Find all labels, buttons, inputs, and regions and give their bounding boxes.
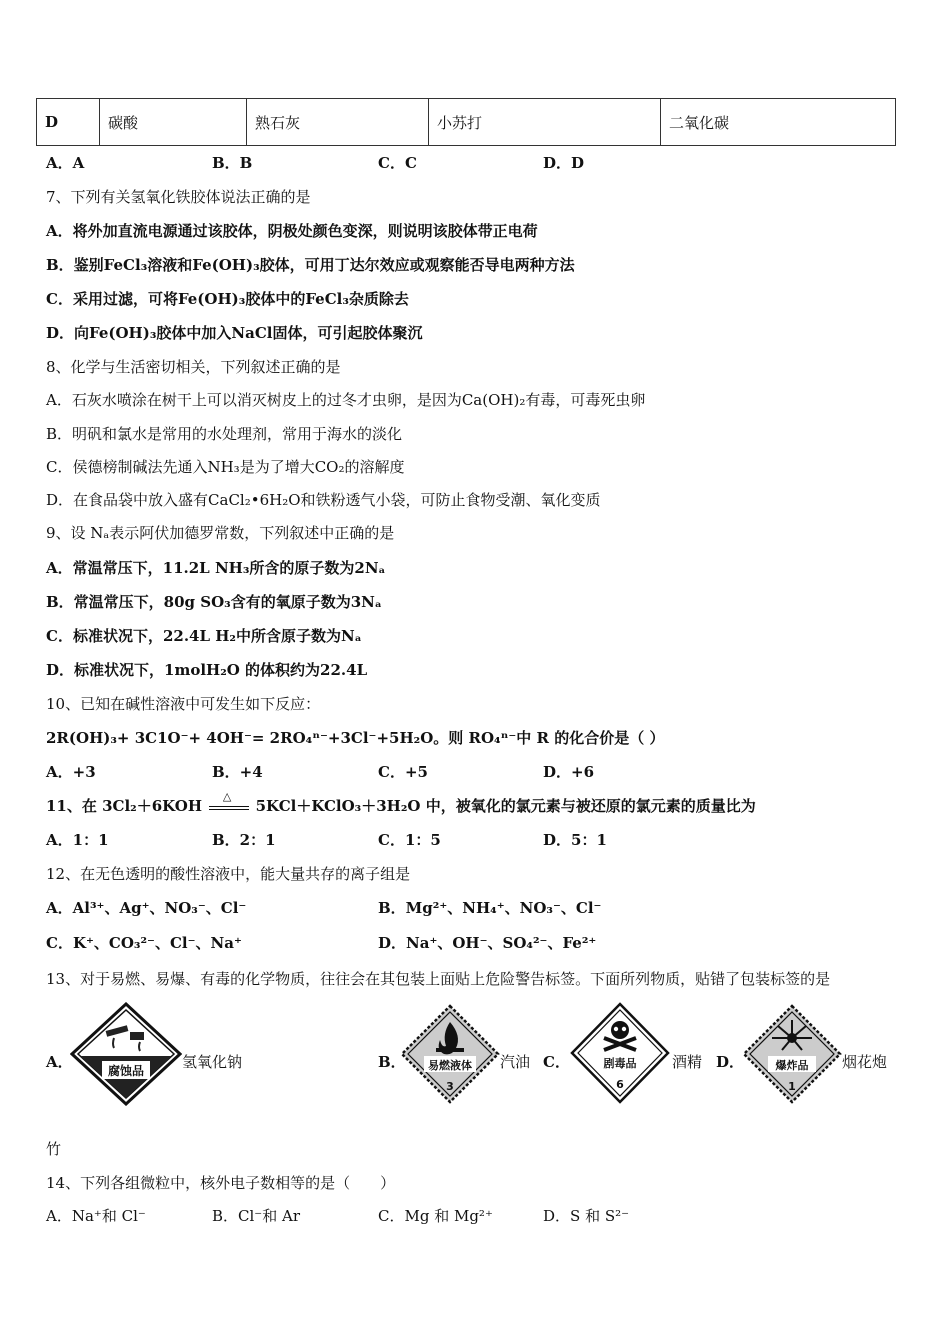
q10-option-a[interactable]: A．+3 — [46, 763, 96, 781]
corrosive-sign-icon — [70, 1002, 182, 1106]
flammable-sign-label: 易燃液体 — [428, 1059, 472, 1072]
table-row — [37, 99, 896, 146]
q11-stem-pre: 11、在 3Cl₂＋6KOH — [46, 797, 203, 815]
delta-symbol: △ — [222, 790, 232, 803]
flammable-sign-number: 3 — [446, 1080, 454, 1093]
q13-option-a-text: 氢氧化钠 — [182, 1053, 243, 1071]
table-cell: 碳酸 — [100, 99, 247, 146]
q10-option-c[interactable]: C．+5 — [378, 763, 428, 781]
table-cell: 二氧化碳 — [661, 99, 896, 146]
q12-option-b[interactable]: B．Mg²⁺、NH₄⁺、NO₃⁻、Cl⁻ — [378, 899, 602, 917]
explosive-sign-label: 爆炸品 — [775, 1059, 809, 1072]
q10-stem: 10、已知在碱性溶液中可发生如下反应： — [46, 695, 321, 713]
toxic-sign-icon — [570, 1002, 670, 1104]
q9-option-b[interactable]: B．常温常压下，80g SO₃含有的氧原子数为3Nₐ — [46, 593, 382, 611]
q6-option-c[interactable]: C．C — [378, 154, 417, 172]
q9-option-d[interactable]: D．标准状况下，1molH₂O 的体积约为22.4L — [46, 661, 368, 679]
q13-option-d-text-wrap: 竹 — [46, 1140, 62, 1158]
q11-option-a[interactable]: A．1：1 — [46, 831, 109, 849]
q14-option-d[interactable]: D．S 和 S²⁻ — [543, 1207, 630, 1225]
flammable-liquid-sign-icon — [400, 1004, 500, 1104]
q12-option-c[interactable]: C．K⁺、CO₃²⁻、Cl⁻、Na⁺ — [46, 934, 242, 952]
q13-option-c-text: 酒精 — [672, 1053, 703, 1071]
q7-option-d[interactable]: D．向Fe(OH)₃胶体中加入NaCl固体，可引起胶体聚沉 — [46, 324, 423, 342]
q14-stem: 14、下列各组微粒中，核外电子数相等的是（ ） — [46, 1174, 396, 1192]
q11-stem — [46, 790, 756, 816]
table-cell: 小苏打 — [429, 99, 661, 146]
q13-option-d-letter[interactable]: D． — [716, 1053, 745, 1071]
q8-option-c[interactable]: C．侯德榜制碱法先通入NH₃是为了增大CO₂的溶解度 — [46, 458, 405, 476]
q7-stem: 7、下列有关氢氧化铁胶体说法正确的是 — [46, 188, 311, 206]
table-cell: 熟石灰 — [247, 99, 429, 146]
q14-option-c[interactable]: C．Mg 和 Mg²⁺ — [378, 1207, 493, 1225]
q13-option-c-letter[interactable]: C． — [543, 1053, 570, 1071]
q13-option-a-letter[interactable]: A． — [46, 1053, 73, 1071]
q9-option-c[interactable]: C．标准状况下，22.4L H₂中所含原子数为Nₐ — [46, 627, 362, 645]
corrosive-sign-label: 腐蚀品 — [107, 1064, 145, 1078]
q11-option-b[interactable]: B．2：1 — [212, 831, 276, 849]
q7-option-b[interactable]: B．鉴别FeCl₃溶液和Fe(OH)₃胶体，可用丁达尔效应或观察能否导电两种方法 — [46, 256, 575, 274]
q9-stem: 9、设 Nₐ表示阿伏加德罗常数，下列叙述中正确的是 — [46, 524, 395, 542]
toxic-sign-number: 6 — [616, 1078, 624, 1091]
q14-option-a[interactable]: A．Na⁺和 Cl⁻ — [46, 1207, 146, 1225]
q11-option-c[interactable]: C．1：5 — [378, 831, 441, 849]
table-cell: D — [37, 99, 100, 146]
q13-option-b-letter[interactable]: B． — [378, 1053, 406, 1071]
q13-option-d-text: 烟花炮 — [842, 1053, 888, 1071]
q14-option-b[interactable]: B．Cl⁻和 Ar — [212, 1207, 300, 1225]
explosive-sign-number: 1 — [788, 1080, 796, 1093]
q10-option-b[interactable]: B．+4 — [212, 763, 263, 781]
q11-stem-post: 5KCl＋KClO₃＋3H₂O 中，被氧化的氯元素与被还原的氯元素的质量比为 — [255, 797, 756, 815]
q9-option-a[interactable]: A．常温常压下，11.2L NH₃所含的原子数为2Nₐ — [46, 559, 386, 577]
q7-option-a[interactable]: A．将外加直流电源通过该胶体，阴极处颜色变深，则说明该胶体带正电荷 — [46, 222, 538, 240]
toxic-sign-label: 剧毒品 — [603, 1057, 637, 1070]
q8-stem: 8、化学与生活密切相关，下列叙述正确的是 — [46, 358, 341, 376]
explosive-sign-icon — [742, 1004, 842, 1104]
q11-option-d[interactable]: D．5：1 — [543, 831, 607, 849]
q7-option-c[interactable]: C．采用过滤，可将Fe(OH)₃胶体中的FeCl₃杂质除去 — [46, 290, 409, 308]
q13-option-b-text: 汽油 — [500, 1053, 531, 1071]
q12-option-d[interactable]: D．Na⁺、OH⁻、SO₄²⁻、Fe²⁺ — [378, 934, 597, 952]
q6-option-b[interactable]: B．B — [212, 154, 253, 172]
heat-arrow — [207, 790, 251, 815]
q8-option-a[interactable]: A．石灰水喷涂在树干上可以消灭树皮上的过冬才虫卵，是因为Ca(OH)₂有毒，可毒死虫卵 — [46, 391, 646, 409]
q8-option-d[interactable]: D．在食品袋中放入盛有CaCl₂•6H₂O和铁粉透气小袋，可防止食物受潮、氧化变质 — [46, 491, 601, 509]
q6-option-d[interactable]: D．D — [543, 154, 585, 172]
q10-equation: 2R(OH)₃+ 3C1O⁻+ 4OH⁻= 2RO₄ⁿ⁻+3Cl⁻+5H₂O。则 RO₄ⁿ⁻中 R 的化合价是（ ） — [46, 729, 665, 747]
q6-option-a[interactable]: A．A — [46, 154, 85, 172]
q10-option-d[interactable]: D．+6 — [543, 763, 595, 781]
q12-option-a[interactable]: A．Al³⁺、Ag⁺、NO₃⁻、Cl⁻ — [46, 899, 247, 917]
q12-stem: 12、在无色透明的酸性溶液中，能大量共存的离子组是 — [46, 865, 411, 883]
q8-option-b[interactable]: B．明矾和氯水是常用的水处理剂，常用于海水的淡化 — [46, 425, 403, 443]
q13-stem: 13、对于易燃、易爆、有毒的化学物质，往往会在其包装上面贴上危险警告标签。下面所列物质，贴错了包装标签的是 — [46, 970, 831, 988]
answer-table — [36, 98, 896, 146]
